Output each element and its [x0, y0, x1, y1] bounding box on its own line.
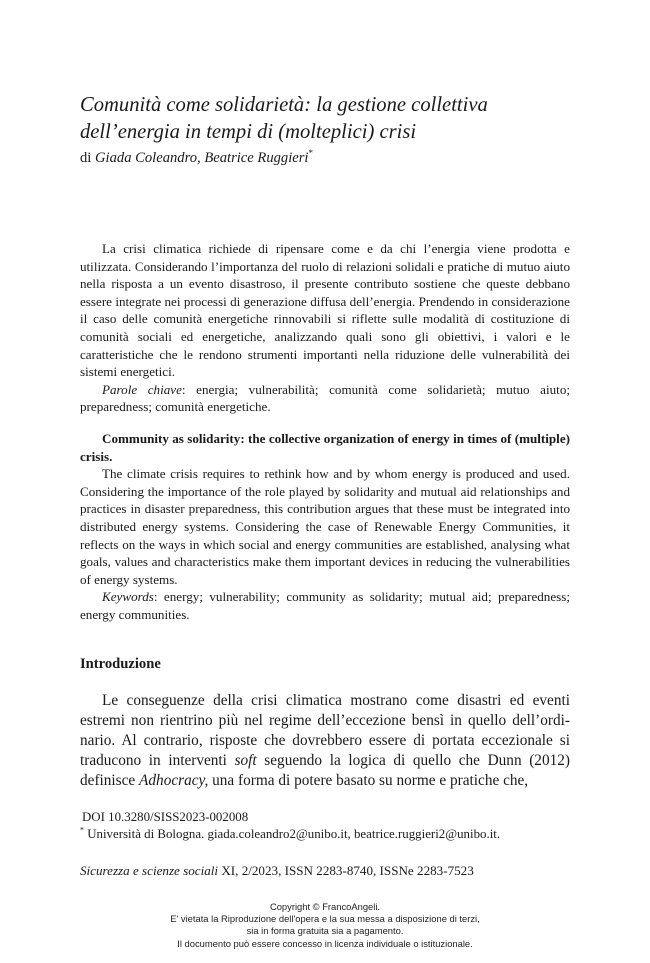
copyright-line-4: Il documento può essere concesso in licenza individuale o istituzionale. — [177, 937, 473, 949]
abstract-italian-text: La crisi climatica richiede di ripensare come e da chi l’energia viene prodotta e utilizzata. Considerando l’importanza del ruolo di relazioni solidali e pratiche di mutuo aiuto nella risposta a un evento disastroso, il presente contributo sostiene che queste debbano essere integrate nei processi di generazione diffusa dell’energia. Prendendo in considerazione il caso delle comunità energetiche rinnovabili si riflette sulle modalità di costituzione di comunità sociali ed energetiche, analizzando quali sono gli obiettivi, i valori e le caratteristiche che le rendono strumenti importanti nella riduzione delle vulnerabilità dei sistemi energetici. — [80, 241, 570, 380]
author-names: Giada Coleandro, Beatrice Ruggieri — [95, 150, 309, 166]
abstract-italian-keywords — [80, 381, 570, 416]
keywords-it: : energia; vulnerabilità; comunità come solidarietà; mutuo aiuto; preparedness; comunità energetiche. — [80, 381, 571, 415]
doi: DOI 10.3280/SISS2023-002008 — [82, 810, 249, 824]
abstract-english — [80, 430, 570, 624]
byline — [80, 149, 313, 167]
intro-text-b: seguendo la logica di quello che Dunn (2012) definisce — [80, 751, 570, 789]
journal-reference — [80, 863, 474, 879]
section-heading: Introduzione — [80, 656, 161, 672]
keywords-en: : energy; vulnerability; community as solidarity; mutual aid; preparedness; energy communities. — [80, 589, 570, 622]
intro-text-c: una forma di potere basato su norme e pratiche che, — [208, 771, 529, 789]
abstract-english-title: Community as solidarity: the collective organization of energy in times of (multiple) crisis. — [80, 431, 570, 464]
keywords-label-en: Keywords — [102, 589, 154, 605]
copyright-line-3: sia in forma gratuita sia a pagamento. — [246, 925, 404, 937]
affiliation-mark: * — [80, 825, 84, 835]
author-footnote-mark: * — [308, 148, 313, 159]
intro-paragraph — [80, 691, 570, 791]
abstract-english-keywords — [80, 588, 570, 623]
byline-prefix: di — [80, 150, 92, 166]
intro-term-adhocracy: Adhocracy, — [139, 771, 209, 789]
intro-text-a: Le conseguenze della crisi climatica mostrano come disastri ed eventi estremi non rientrino più nel regime dell’eccezione bensì in quello dell’ordinario. Al contrario, risposte che dovrebbero essere di portata eccezionale si traducono in interventi — [80, 692, 570, 769]
journal-issue: XI, 2/2023, ISSN 2283-8740, ISSNe 2283-7523 — [218, 863, 474, 878]
abstract-italian — [80, 240, 570, 416]
affiliation-text: Università di Bologna. giada.coleandro2@unibo.it, beatrice.ruggieri2@unibo.it. — [84, 826, 501, 841]
copyright-notice — [0, 901, 650, 950]
copyright-line-2: E' vietata la Riproduzione dell'opera e la sua messa a disposizione di terzi, — [170, 913, 480, 925]
body-paragraph — [80, 691, 570, 791]
intro-term-soft: soft — [234, 751, 257, 769]
title-line-1: Comunità come solidarietà: la gestione collettiva — [80, 94, 488, 116]
footnotes — [80, 809, 580, 842]
copyright-line-1: Copyright © FrancoAngeli. — [269, 901, 381, 912]
journal-name: Sicurezza e scienze sociali — [80, 863, 219, 878]
article-title — [80, 92, 580, 146]
affiliation-note — [80, 826, 580, 843]
keywords-label-it: Parole chiave — [102, 381, 182, 397]
title-line-2: dell’energia in tempi di (molteplici) crisi — [80, 121, 417, 143]
abstract-english-text: The climate crisis requires to rethink how and by whom energy is produced and used. Considering the importance of the role played by solidarity and mutual aid relationships and practices in disaster preparedness, this contribution argues that these must be integrated into distributed energy systems. Considering the case of Renewable Energy Communities, it reflects on the ways in which social and energy communities are established, analysing what goals, values and characteristics make them important devices in reducing the vulnerabilities of energy systems. — [80, 466, 570, 587]
